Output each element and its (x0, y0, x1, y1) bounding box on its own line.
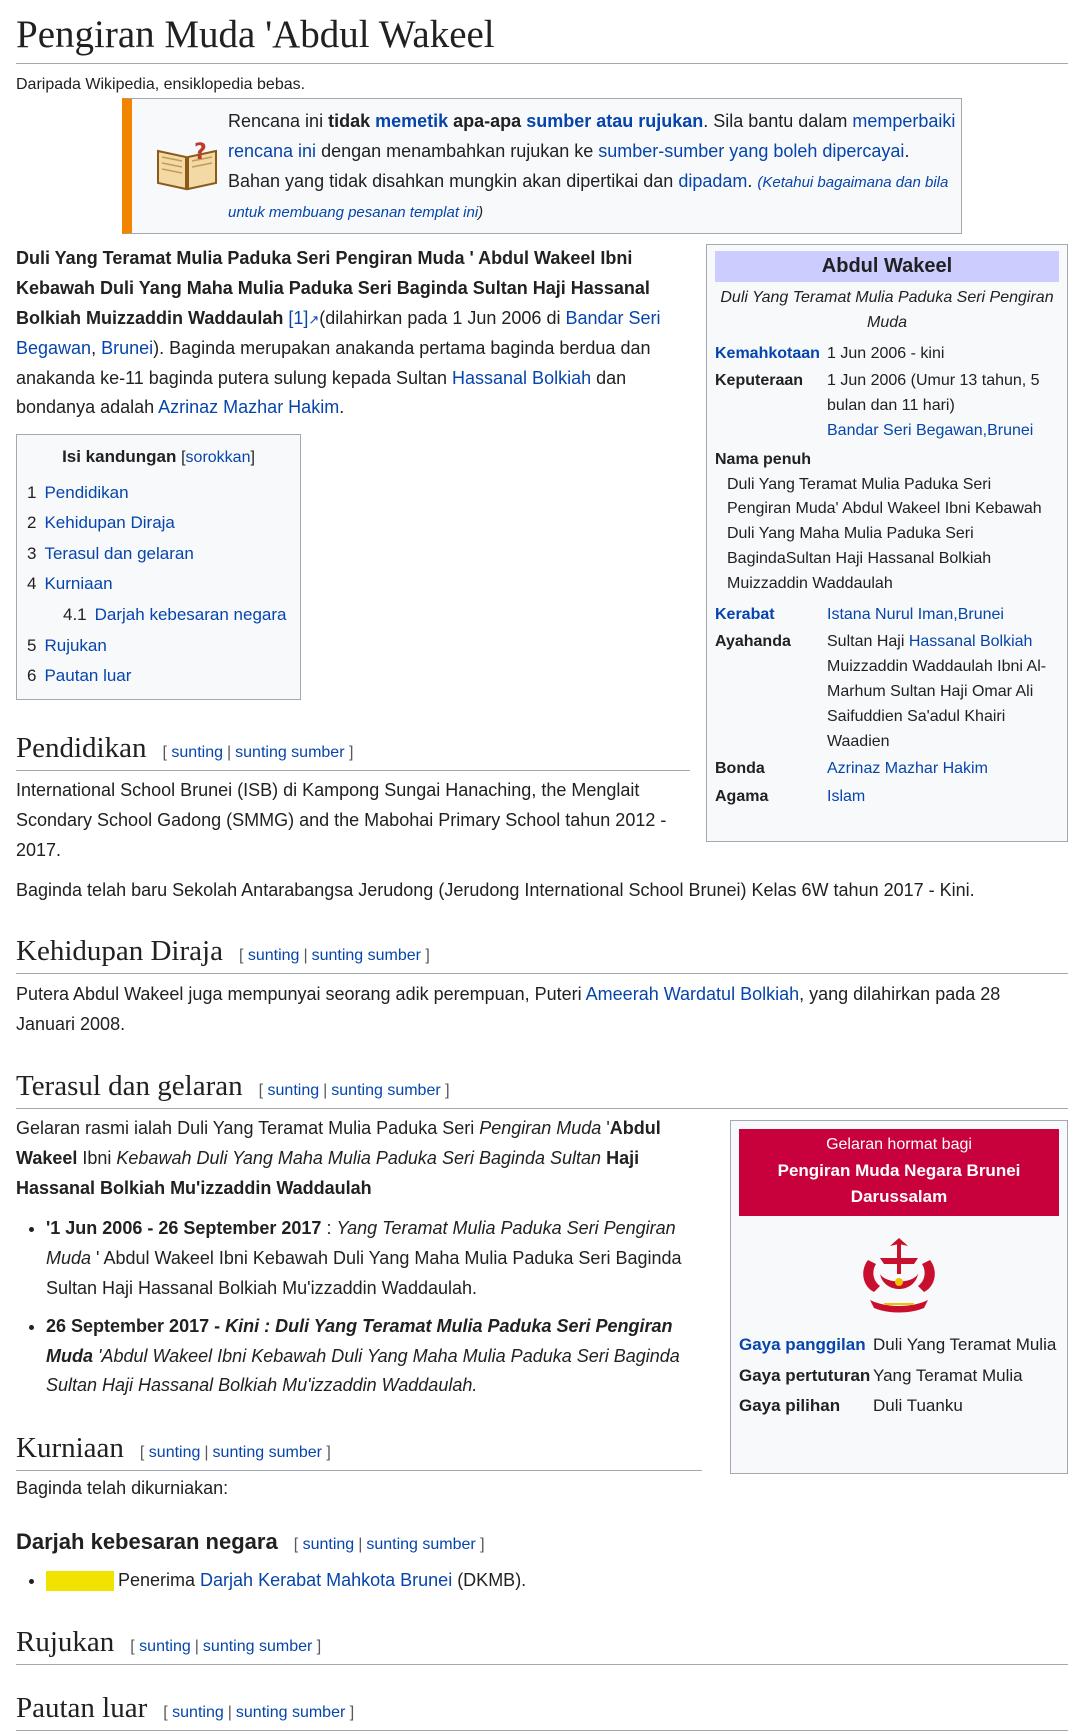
honorific-row: Gaya pertuturan Yang Teramat Mulia (739, 1365, 1023, 1385)
list-item: • 26 September 2017 - Kini : Duli Yang Teramat Mulia Paduka Seri Pengiran Muda 'Abdul Wakeel Ibni Kebawah Duli Yang Maha Mulia Paduka Seri Baginda Sultan Haji Hassanal Bolkiah Mu'izzaddin Waddaulah. (46, 1312, 706, 1402)
link-memperbaiki[interactable]: memperbaiki rencana ini (228, 111, 956, 161)
edit-source-link[interactable]: sunting sumber (212, 1444, 322, 1461)
link-hassanal-bolkiah[interactable]: Hassanal Bolkiah (452, 367, 592, 388)
edit-link[interactable]: sunting (172, 1704, 224, 1721)
link-dkmb[interactable]: Darjah Kerabat Mahkota Brunei (200, 1570, 453, 1590)
brunei-emblem-icon (850, 1234, 948, 1318)
link-brunei[interactable]: Brunei (101, 337, 154, 358)
infobox-row-keputeraan: Keputeraan 1 Jun 2006 (Umur 13 tahun, 5 bulan dan 11 hari) Bandar Seri Begawan,Brunei (715, 372, 1040, 439)
infobox-row-kerabat: Kerabat Istana Nurul Iman,Brunei (715, 605, 1004, 623)
edit-link[interactable]: sunting (247, 947, 300, 964)
heading-kehidupan: Kehidupan Diraja [ sunting | sunting sumber ] (16, 933, 1068, 974)
infobox-value-nama-penuh: Duli Yang Teramat Mulia Paduka Seri Pengiran Muda' Abdul Wakeel Ibni Kebawah Duli Yang Maha Mulia Paduka Seri BagindaSultan Haji Hassanal Bolkiah Muizzaddin Waddaulah (727, 475, 1042, 592)
toc-toggle[interactable]: sorokkan (185, 449, 251, 466)
book-question-icon (154, 137, 220, 193)
link-istana[interactable]: Istana Nurul Iman (827, 605, 954, 623)
toc-title: Isi kandungan [sorokkan] (62, 447, 255, 466)
heading-terasul: Terasul dan gelaran [ sunting | sunting sumber ] (16, 1068, 1068, 1109)
honorific-row: Gaya pilihan Duli Tuanku (739, 1396, 963, 1416)
link-brunei-kerabat[interactable]: ,Brunei (953, 605, 1004, 623)
edit-link[interactable]: sunting (171, 744, 223, 761)
toc-item[interactable]: 3 Terasul dan gelaran (27, 543, 194, 563)
link-memetik[interactable]: memetik (375, 111, 449, 131)
infobox-subtitle: Duli Yang Teramat Mulia Paduka Seri Pengiran Muda (720, 289, 1054, 331)
edit-source-link[interactable]: sunting sumber (331, 1082, 441, 1099)
link-brunei-ib[interactable]: ,Brunei (982, 421, 1034, 439)
paragraph-terasul: Gelaran rasmi ialah Duli Yang Teramat Mulia Paduka Seri Pengiran Muda 'Abdul Wakeel Ibni Kebawah Duli Yang Maha Mulia Paduka Seri Baginda Sultan Haji Hassanal Bolkiah Mu'izzaddin Waddaulah (16, 1118, 661, 1198)
paragraph-kurniaan: Baginda telah dikurniakan: (16, 1478, 229, 1498)
list-item: • '1 Jun 2006 - 26 September 2017 : Yang Teramat Mulia Paduka Seri Pengiran Muda ' Abdul Wakeel Ibni Kebawah Duli Yang Maha Mulia Paduka Seri Baginda Sultan Haji Hassanal Bolkiah Mu'izzaddin Waddaulah. (46, 1214, 706, 1304)
infobox-person (706, 244, 1068, 842)
toc-item[interactable]: 5 Rujukan (27, 635, 107, 655)
link-bandar-seri-begawan[interactable]: Bandar Seri Begawan (16, 307, 661, 358)
toc-item[interactable]: 1 Pendidikan (27, 482, 129, 502)
heading-rujukan: Rujukan [ sunting | sunting sumber ] (16, 1624, 1068, 1665)
infobox-row-agama: Agama Islam (715, 785, 1059, 810)
toc-item[interactable]: 4.1 Darjah kebesaran negara (63, 604, 287, 624)
article (16, 0, 1068, 1724)
infobox-row-kemahkotaan: Kemahkotaan 1 Jun 2006 - kini (715, 344, 945, 362)
ribbon-icon (46, 1571, 114, 1591)
link-ketahui[interactable]: (Ketahui bagaimana dan bila untuk membuang pesanan templat ini (228, 173, 949, 221)
edit-source-link[interactable]: sunting sumber (235, 1704, 346, 1721)
link-bandar-seri-begawan-ib[interactable]: Bandar Seri Begawan (827, 421, 983, 439)
heading-kurniaan: Kurniaan [ sunting | sunting sumber ] (16, 1430, 702, 1471)
link-ameerah[interactable]: Ameerah Wardatul Bolkiah (585, 984, 800, 1004)
toc-item[interactable]: 2 Kehidupan Diraja (27, 513, 175, 533)
link-dipadam[interactable]: dipadam (678, 170, 748, 191)
unreferenced-notice (122, 98, 962, 234)
edit-source-link[interactable]: sunting sumber (366, 1536, 476, 1553)
notice-text: Rencana ini tidak memetik apa-apa sumber atau rujukan. Sila bantu dalam memperbaiki rencana ini dengan menambahkan rujukan ke sumber-sumber yang boleh dipercayai. Bahan yang tidak disahkan mungkin akan dipertikai dan dipadam. (Ketahui bagaimana dan bila untuk membuang pesanan templat ini) (228, 111, 956, 221)
edit-link[interactable]: sunting (139, 1638, 191, 1655)
infobox-honorifics (730, 1120, 1068, 1474)
link-sumber-rujukan[interactable]: sumber atau rujukan (526, 111, 704, 131)
page-title: Pengiran Muda 'Abdul Wakeel (16, 10, 1068, 64)
infobox-title: Abdul Wakeel (715, 251, 1059, 282)
edit-source-link[interactable]: sunting sumber (202, 1638, 313, 1655)
list-item: • Penerima Darjah Kerabat Mahkota Brunei (DKMB). (46, 1566, 696, 1596)
toc-item[interactable]: 4 Kurniaan (27, 574, 113, 594)
link-bonda[interactable]: Azrinaz Mazhar Hakim (827, 760, 988, 778)
link-islam[interactable]: Islam (827, 788, 866, 806)
heading-darjah: Darjah kebesaran negara [ sunting | sunting sumber ] (16, 1529, 485, 1554)
reference-link[interactable]: [1] (288, 307, 309, 328)
lead-paragraph: Duli Yang Teramat Mulia Paduka Seri Pengiran Muda ' Abdul Wakeel Ibni Kebawah Duli Yang Maha Mulia Paduka Seri Baginda Sultan Haji Hassanal Bolkiah Muizzaddin Waddaulah [1]↗(dilahirkan pada 1 Jun 2006 di Bandar Seri Begawan, Brunei). Baginda merupakan anakanda pertama baginda berdua dan anakanda ke-11 baginda putera sulung kepada Sultan Hassanal Bolkiah dan bondanya adalah Azrinaz Mazhar Hakim. (16, 248, 661, 418)
infobox-label-nama-penuh: Nama penuh (715, 450, 812, 468)
edit-link[interactable]: sunting (148, 1444, 201, 1461)
heading-pautan-luar: Pautan luar [ sunting | sunting sumber ] (16, 1690, 1068, 1731)
honorific-row: Gaya panggilan Duli Yang Teramat Mulia (739, 1335, 1057, 1355)
title-list (16, 1214, 706, 1409)
heading-pendidikan: Pendidikan [ sunting | sunting sumber ] (16, 730, 690, 771)
edit-link[interactable]: sunting (267, 1082, 320, 1099)
link-ayahanda[interactable]: Hassanal Bolkiah (908, 633, 1033, 651)
infobox-row-ayahanda: Ayahanda Sultan Haji Hassanal Bolkiah Muizzaddin Waddaulah Ibni Al-Marhum Sultan Haji Omar Ali Saifuddien Sa'adul Khairi Waadien (715, 633, 1047, 750)
external-link-icon: ↗ (308, 311, 320, 327)
table-of-contents (16, 434, 301, 700)
honours-list (16, 1566, 696, 1604)
paragraph-kehidupan: Putera Abdul Wakeel juga mempunyai seorang adik perempuan, Puteri Ameerah Wardatul Bolkiah, yang dilahirkan pada 28 Januari 2008. (16, 984, 1001, 1034)
paragraph-pendidikan-1: International School Brunei (ISB) di Kampong Sungai Hanaching, the Menglait Scondary School Gadong (SMMG) and the Mabohai Primary School tahun 2012 - 2017. (16, 780, 667, 860)
infobox-row-bonda: Bonda Azrinaz Mazhar Hakim (715, 757, 1059, 782)
paragraph-pendidikan-2: Baginda telah baru Sekolah Antarabangsa Jerudong (Jerudong International School Brunei) Kelas 6W tahun 2017 - Kini. (16, 880, 975, 900)
svg-text:?: ? (194, 140, 207, 165)
toc-item[interactable]: 6 Pautan luar (27, 666, 132, 686)
edit-source-link[interactable]: sunting sumber (311, 947, 421, 964)
tagline: Daripada Wikipedia, ensiklopedia bebas. (16, 75, 306, 93)
honorifics-header: Gelaran hormat bagi Pengiran Muda Negara Brunei Darussalam (739, 1129, 1059, 1216)
link-azrinaz[interactable]: Azrinaz Mazhar Hakim (158, 397, 340, 418)
edit-source-link[interactable]: sunting sumber (235, 744, 345, 761)
edit-link[interactable]: sunting (302, 1536, 355, 1553)
link-sumber-dipercayai[interactable]: sumber-sumber yang boleh dipercayai (598, 140, 905, 161)
